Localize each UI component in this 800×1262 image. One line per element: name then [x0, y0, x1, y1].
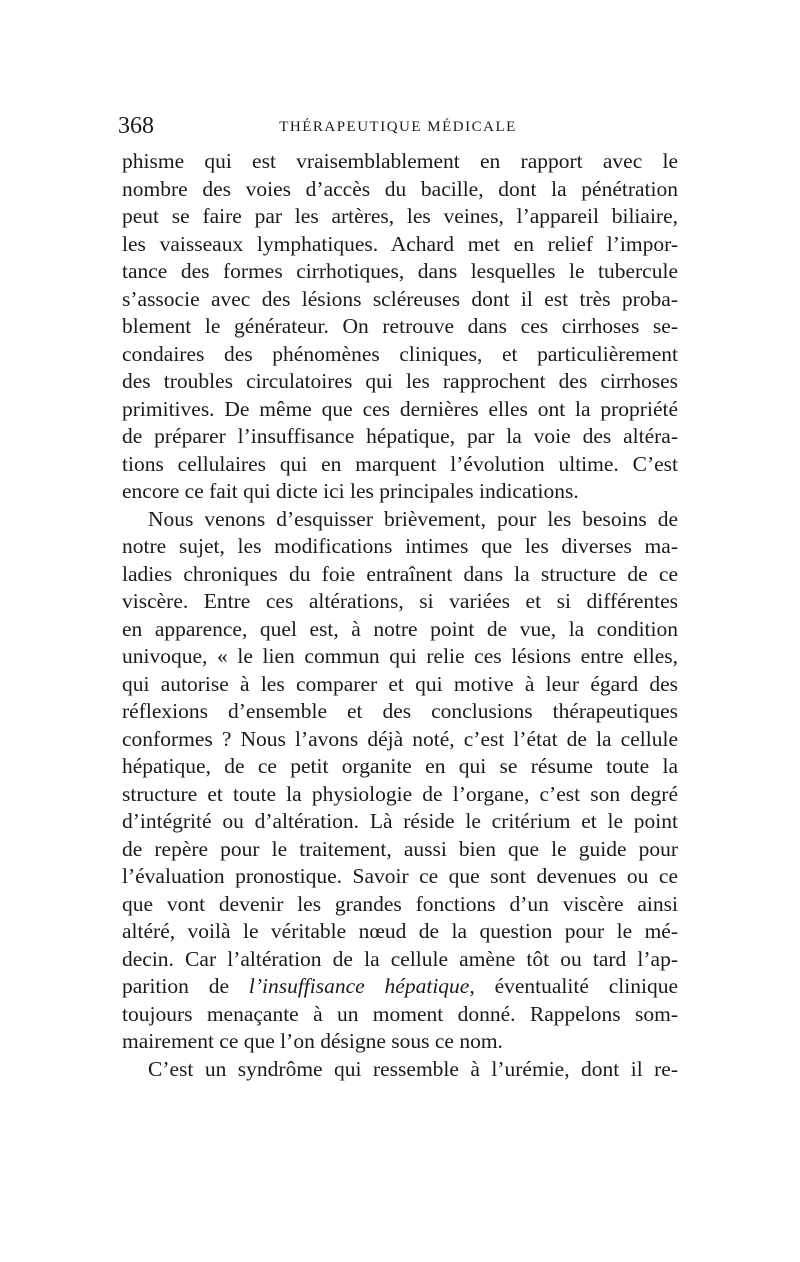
text-fragment: , éventualité clinique	[469, 974, 678, 998]
page-number: 368	[118, 113, 154, 139]
text-line: phisme qui est vraisemblablement en rapport avec le	[122, 149, 678, 173]
text-line: en apparence, quel est, à notre point de vue, la condition	[122, 616, 678, 641]
text-line: qui autorise à les comparer et qui motive à leur égard des	[122, 671, 678, 696]
text-line: structure et toute la physiologie de l’organe, c’est son degré	[122, 781, 678, 806]
text-line: conformes ? Nous l’avons déjà noté, c’est l’état de la cellule	[122, 726, 678, 751]
text-line: Nous venons d’esquisser brièvement, pour les besoins de	[148, 506, 678, 531]
text-line: blement le générateur. On retrouve dans ces cirrhoses se-	[122, 314, 678, 338]
body-text	[122, 148, 678, 1083]
text-line: peut se faire par les artères, les veines, l’appareil biliaire,	[122, 204, 678, 228]
text-line: s’associe avec des lésions scléreuses dont il est très proba-	[122, 286, 678, 311]
text-line: nombre des voies d’accès du bacille, dont la pénétration	[122, 176, 678, 201]
text-line: decin. Car l’altération de la cellule amène tôt ou tard l’ap-	[122, 946, 678, 971]
text-line: tions cellulaires qui en marquent l’évolution ultime. C’est	[122, 451, 678, 476]
text-line: des troubles circulatoires qui les rapprochent des cirrhoses	[122, 369, 678, 393]
running-title: THÉRAPEUTIQUE MÉDICALE	[279, 119, 517, 135]
italic-term: l’insuffisance hépatique	[248, 974, 470, 998]
text-line: notre sujet, les modifications intimes que les diverses ma-	[122, 534, 678, 558]
text-line: que vont devenir les grandes fonctions d’un viscère ainsi	[122, 891, 678, 916]
text-line: primitives. De même que ces dernières elles ont la propriété	[122, 396, 678, 421]
text-line: tance des formes cirrhotiques, dans lesquelles le tubercule	[122, 259, 678, 283]
text-line: d’intégrité ou d’altération. Là réside le critérium et le point	[122, 809, 678, 833]
text-line: encore ce fait qui dicte ici les principales indications.	[122, 479, 579, 503]
text-line: condaires des phénomènes cliniques, et particulièrement	[122, 341, 678, 366]
page-header	[118, 110, 678, 142]
text-line: mairement ce que l’on désigne sous ce nom.	[122, 1029, 503, 1053]
text-line: viscère. Entre ces altérations, si variées et si différentes	[122, 589, 678, 613]
text-line: l’évaluation pronostique. Savoir ce que sont devenues ou ce	[122, 864, 678, 888]
text-line: de repère pour le traitement, aussi bien que le guide pour	[122, 836, 678, 861]
text-line	[122, 973, 678, 1001]
text-line: les vaisseaux lymphatiques. Achard met en relief l’impor-	[122, 231, 678, 256]
text-line: C’est un syndrôme qui ressemble à l’urémie, dont il re-	[148, 1056, 678, 1081]
text-line: réflexions d’ensemble et des conclusions thérapeutiques	[122, 699, 678, 723]
text-line: ladies chroniques du foie entraînent dans la structure de ce	[122, 561, 678, 586]
text-line: univoque, « le lien commun qui relie ces lésions entre elles,	[122, 644, 678, 668]
text-line: altéré, voilà le véritable nœud de la question pour le mé-	[122, 919, 678, 943]
text-line: toujours menaçante à un moment donné. Rappelons som-	[122, 1001, 678, 1026]
text-fragment: parition de	[122, 974, 249, 998]
text-line: hépatique, de ce petit organite en qui se résume toute la	[122, 754, 678, 778]
text-line: de préparer l’insuffisance hépatique, par la voie des altéra-	[122, 424, 678, 448]
